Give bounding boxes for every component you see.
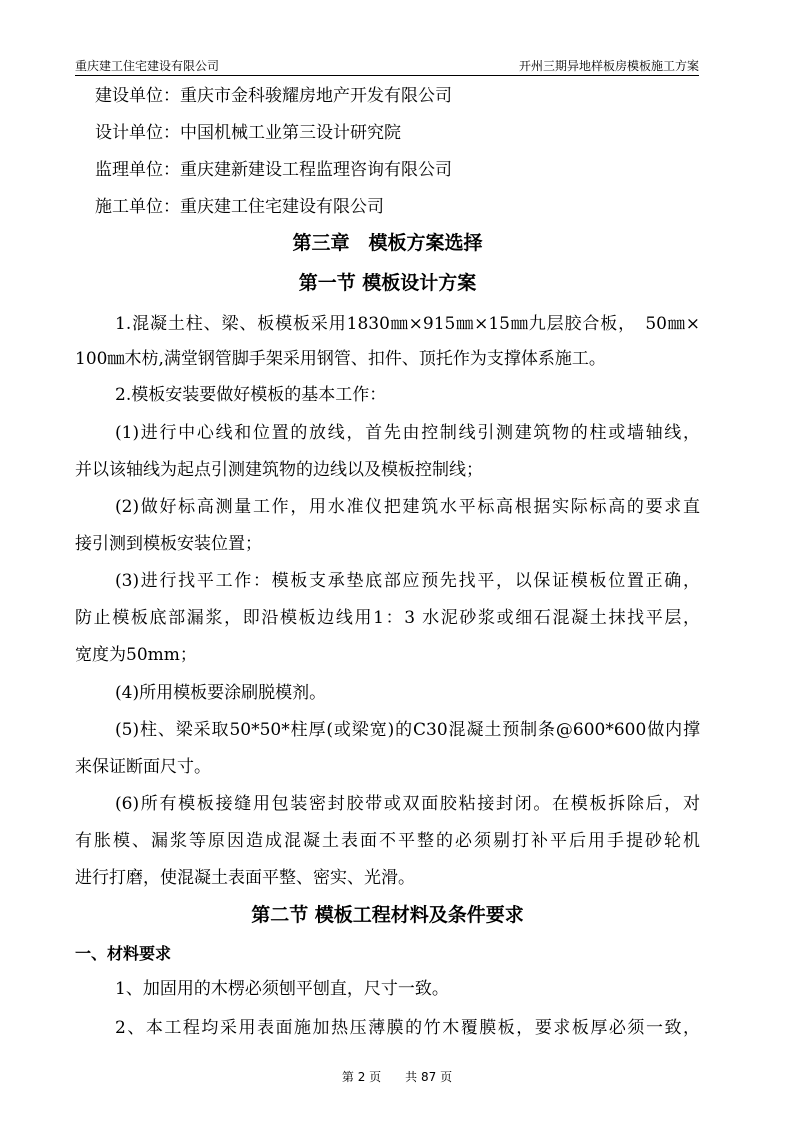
para-6: (4)所用模板要涂刷脱模剂。 xyxy=(115,683,327,703)
para-8-line-2: 有胀模、漏浆等原因造成混凝土表面不平整的必须剔打补平后用手提砂轮机 xyxy=(75,831,700,851)
para-3-line-1: (1)进行中心线和位置的放线，首先由控制线引测建筑物的柱或墙轴线， xyxy=(115,423,700,443)
unit-contractor: 施工单位：重庆建工住宅建设有限公司 xyxy=(95,197,384,217)
para-5-line-1: (3)进行找平工作：模板支承垫底部应预先找平，以保证模板位置正确， xyxy=(115,571,700,591)
para-1-line-2: 100㎜木枋,满堂钢管脚手架采用钢管、扣件、顶托作为支撑体系施工。 xyxy=(75,349,606,369)
header-company: 重庆建工住宅建设有限公司 xyxy=(75,59,220,73)
para-7-line-1: (5)柱、梁采取50*50*柱厚(或梁宽)的C30混凝土预制条@600*600做内撑 xyxy=(115,720,700,740)
para-4-line-1: (2)做好标高测量工作，用水准仪把建筑水平标高根据实际标高的要求直 xyxy=(115,497,700,517)
material-item-2: 2、本工程均采用表面施加热压薄膜的竹木覆膜板，要求板厚必须一致， xyxy=(115,1018,700,1038)
section2-title: 第二节 模板工程材料及条件要求 xyxy=(251,904,524,926)
para-7-line-2: 来保证断面尺寸。 xyxy=(75,757,211,777)
para-5-line-3: 宽度为50mm； xyxy=(75,645,197,665)
material-item-1: 1、加固用的木楞必须刨平刨直，尺寸一致。 xyxy=(115,979,449,999)
para-2: 2.模板安装要做好模板的基本工作： xyxy=(115,385,387,405)
para-4-line-2: 接引测到模板安装位置； xyxy=(75,534,262,554)
unit-design: 设计单位：中国机械工业第三设计研究院 xyxy=(95,123,401,143)
header-doc-title: 开州三期异地样板房模板施工方案 xyxy=(518,59,699,73)
para-8-line-1: (6)所有模板接缝用包装密封胶带或双面胶粘接封闭。在模板拆除后，对 xyxy=(115,794,700,814)
page-header xyxy=(75,55,699,76)
para-5-line-2: 防止模板底部漏浆，即沿模板边线用1：3 水泥砂浆或细石混凝土抹找平层， xyxy=(75,608,700,628)
unit-construction: 建设单位：重庆市金科骏耀房地产开发有限公司 xyxy=(95,86,452,106)
subheading-materials: 一、材料要求 xyxy=(75,944,172,963)
chapter-title: 第三章 模板方案选择 xyxy=(292,232,483,254)
page-footer: 第 2 页 共 87 页 xyxy=(341,1070,453,1084)
para-1-line-1: 1.混凝土柱、梁、板模板采用1830㎜×915㎜×15㎜九层胶合板， 50㎜× xyxy=(115,314,700,334)
section1-title: 第一节 模板设计方案 xyxy=(298,272,477,294)
para-3-line-2: 并以该轴线为起点引测建筑物的边线以及模板控制线； xyxy=(75,460,483,480)
para-8-line-3: 进行打磨，使混凝土表面平整、密实、光滑。 xyxy=(75,868,415,888)
unit-supervision: 监理单位：重庆建新建设工程监理咨询有限公司 xyxy=(95,160,452,180)
